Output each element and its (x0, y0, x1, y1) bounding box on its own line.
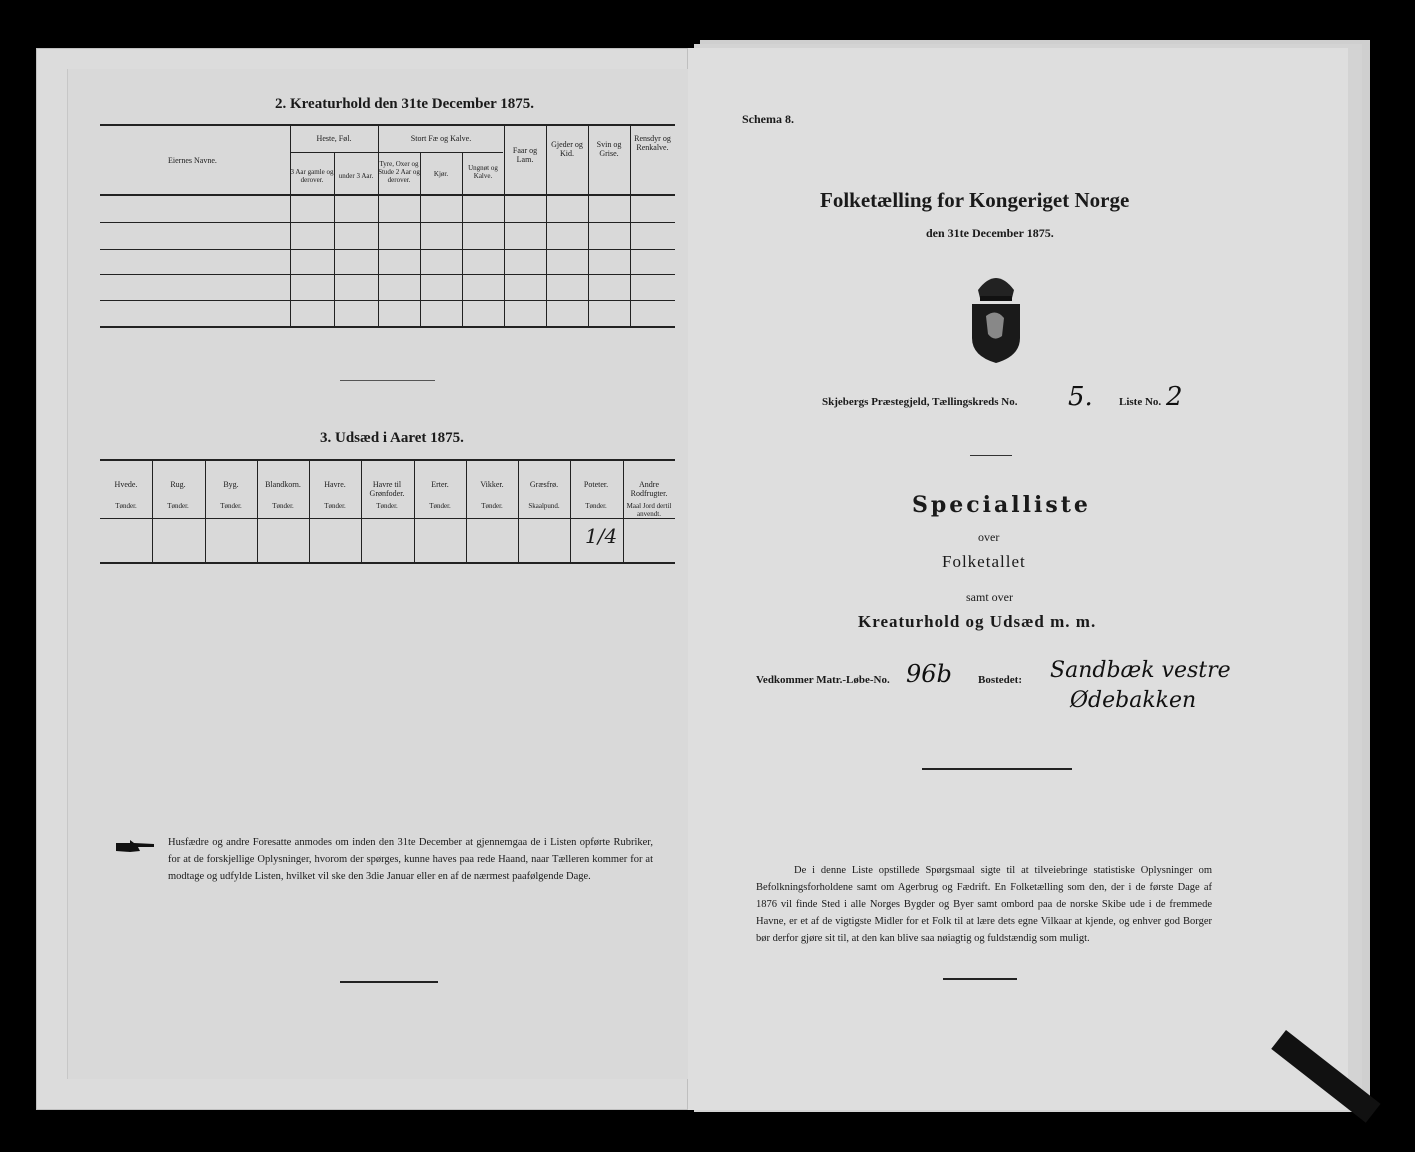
udsaed-col-unit: Tønder. (585, 502, 607, 510)
col-stort-header: Stort Fæ og Kalve. (410, 134, 472, 143)
udsaed-col-unit: Tønder. (220, 502, 242, 510)
col-heste-header: Heste, Føl. (316, 134, 352, 143)
liste-no: 2 (1166, 382, 1183, 412)
liste-label: Liste No. (1119, 396, 1162, 408)
footer-text: De i denne Liste opstillede Spørgsmaal sigte til at tilveiebringe statistiske Oplysninger om Befolkningsforholdene samt om Agerbrug og Fædrift. En Folketælling som den, der i de første Dage af 1876 vil finde Sted i alle Norges Bygder og Byer samt ombord paa de norske Skibe ude i de fremmede Havne, er et af de vigtigste Midler for et Folk til at lære dets egne Vilkaar at kjende, og enhver god Borger bør derfor gjøre sit til, at den kan blive saa nøiagtig og fuldstændig som muligt. (756, 865, 1212, 944)
norway-coat-of-arms (966, 268, 1026, 364)
census-date: den 31te December 1875. (926, 226, 1054, 240)
col-heste-3aar: 3 Aar gamle og derover. (290, 168, 334, 185)
col-owner-header: Eiernes Navne. (168, 156, 217, 165)
bottom-rule (340, 981, 438, 983)
udsaed-col-unit: Tønder. (167, 502, 189, 510)
udsaed-col-name: Græsfrø. (529, 480, 559, 489)
divider (340, 380, 435, 381)
section3-title: 3. Udsæd i Aaret 1875. (320, 430, 464, 446)
col-faar: Faar og Lam. (512, 146, 538, 165)
udsaed-col-name: Havre. (324, 480, 346, 489)
udsaed-col-name: Havre til Grønfoder. (369, 480, 405, 499)
udsaed-col-name: Poteter. (583, 480, 609, 489)
census-title: Folketælling for Kongeriget Norge (820, 188, 1130, 212)
udsaed-col-name: Hvede. (114, 480, 138, 489)
left-page-body (67, 69, 698, 1079)
udsaed-col-unit: Tønder. (481, 502, 503, 510)
bostedet-label: Bostedet: (978, 674, 1022, 686)
schema-label: Schema 8. (742, 112, 794, 126)
section2-title: 2. Kreaturhold den 31te December 1875. (275, 96, 534, 112)
udsaed-col-name: Blandkorn. (265, 480, 301, 489)
notice-text: Husfædre og andre Foresatte anmodes om inden den 31te December at gjennemgaa de i Listen opførte Rubriker, for at de forskjellige Oplysninger, hvorom der spørges, kunne haves paa rede Haand, naar Tælleren kommer for at modtage og udfylde Listen, hvilket vil ske den 3die Januar eller en af de nærmest paafølgende Dage. (168, 837, 653, 882)
matr-no: 96b (906, 660, 952, 688)
kreaturhold-heading: Kreaturhold og Udsæd m. m. (858, 612, 1097, 631)
udsaed-col-name: Vikker. (480, 480, 504, 489)
col-rensdyr: Rensdyr og Renkalve. (634, 134, 671, 153)
udsaed-col-unit: Tønder. (115, 502, 137, 510)
udsaed-col-name: Byg. (223, 480, 239, 489)
col-gjeder: Gjeder og Kid. (551, 140, 583, 159)
udsaed-col-name: Erter. (431, 480, 449, 489)
divider (970, 455, 1012, 456)
col-tyre: Tyre, Oxer og Stude 2 Aar og derover. (378, 160, 420, 185)
prestegjeld-label: Skjebergs Præstegjeld, Tællingskreds No. (822, 396, 1018, 408)
udsaed-col-unit: Tønder. (376, 502, 398, 510)
kreds-no: 5. (1068, 382, 1093, 412)
pointing-hand-icon (116, 840, 156, 854)
bostedet-line1: Sandbæk vestre (1050, 658, 1231, 683)
col-ungnot: Ungnøt og Kalve. (468, 164, 498, 181)
bottom-rule (943, 978, 1017, 980)
samt-over-text: samt over (966, 590, 1013, 604)
over-text: over (978, 530, 1000, 544)
potato-value: 1/4 (585, 524, 618, 548)
udsaed-col-unit: Tønder. (324, 502, 346, 510)
udsaed-col-name: Andre Rodfrugter. (630, 480, 668, 499)
udsaed-col-unit: Skaalpund. (528, 502, 560, 510)
specialliste-heading: Specialliste (912, 492, 1091, 518)
udsaed-col-unit: Maal Jord dertil anvendt. (626, 502, 672, 519)
udsaed-col-name: Rug. (170, 480, 186, 489)
left-page (36, 48, 688, 1110)
divider (922, 768, 1072, 770)
folketallet-heading: Folketallet (942, 552, 1026, 571)
col-kjor: Kjør. (433, 170, 449, 178)
udsaed-col-unit: Tønder. (272, 502, 294, 510)
udsaed-col-unit: Tønder. (429, 502, 451, 510)
col-svin: Svin og Grise. (596, 140, 622, 159)
col-heste-under3: under 3 Aar. (338, 172, 374, 180)
matr-label: Vedkommer Matr.-Løbe-No. (756, 674, 890, 686)
bostedet-line2: Ødebakken (1070, 688, 1197, 713)
